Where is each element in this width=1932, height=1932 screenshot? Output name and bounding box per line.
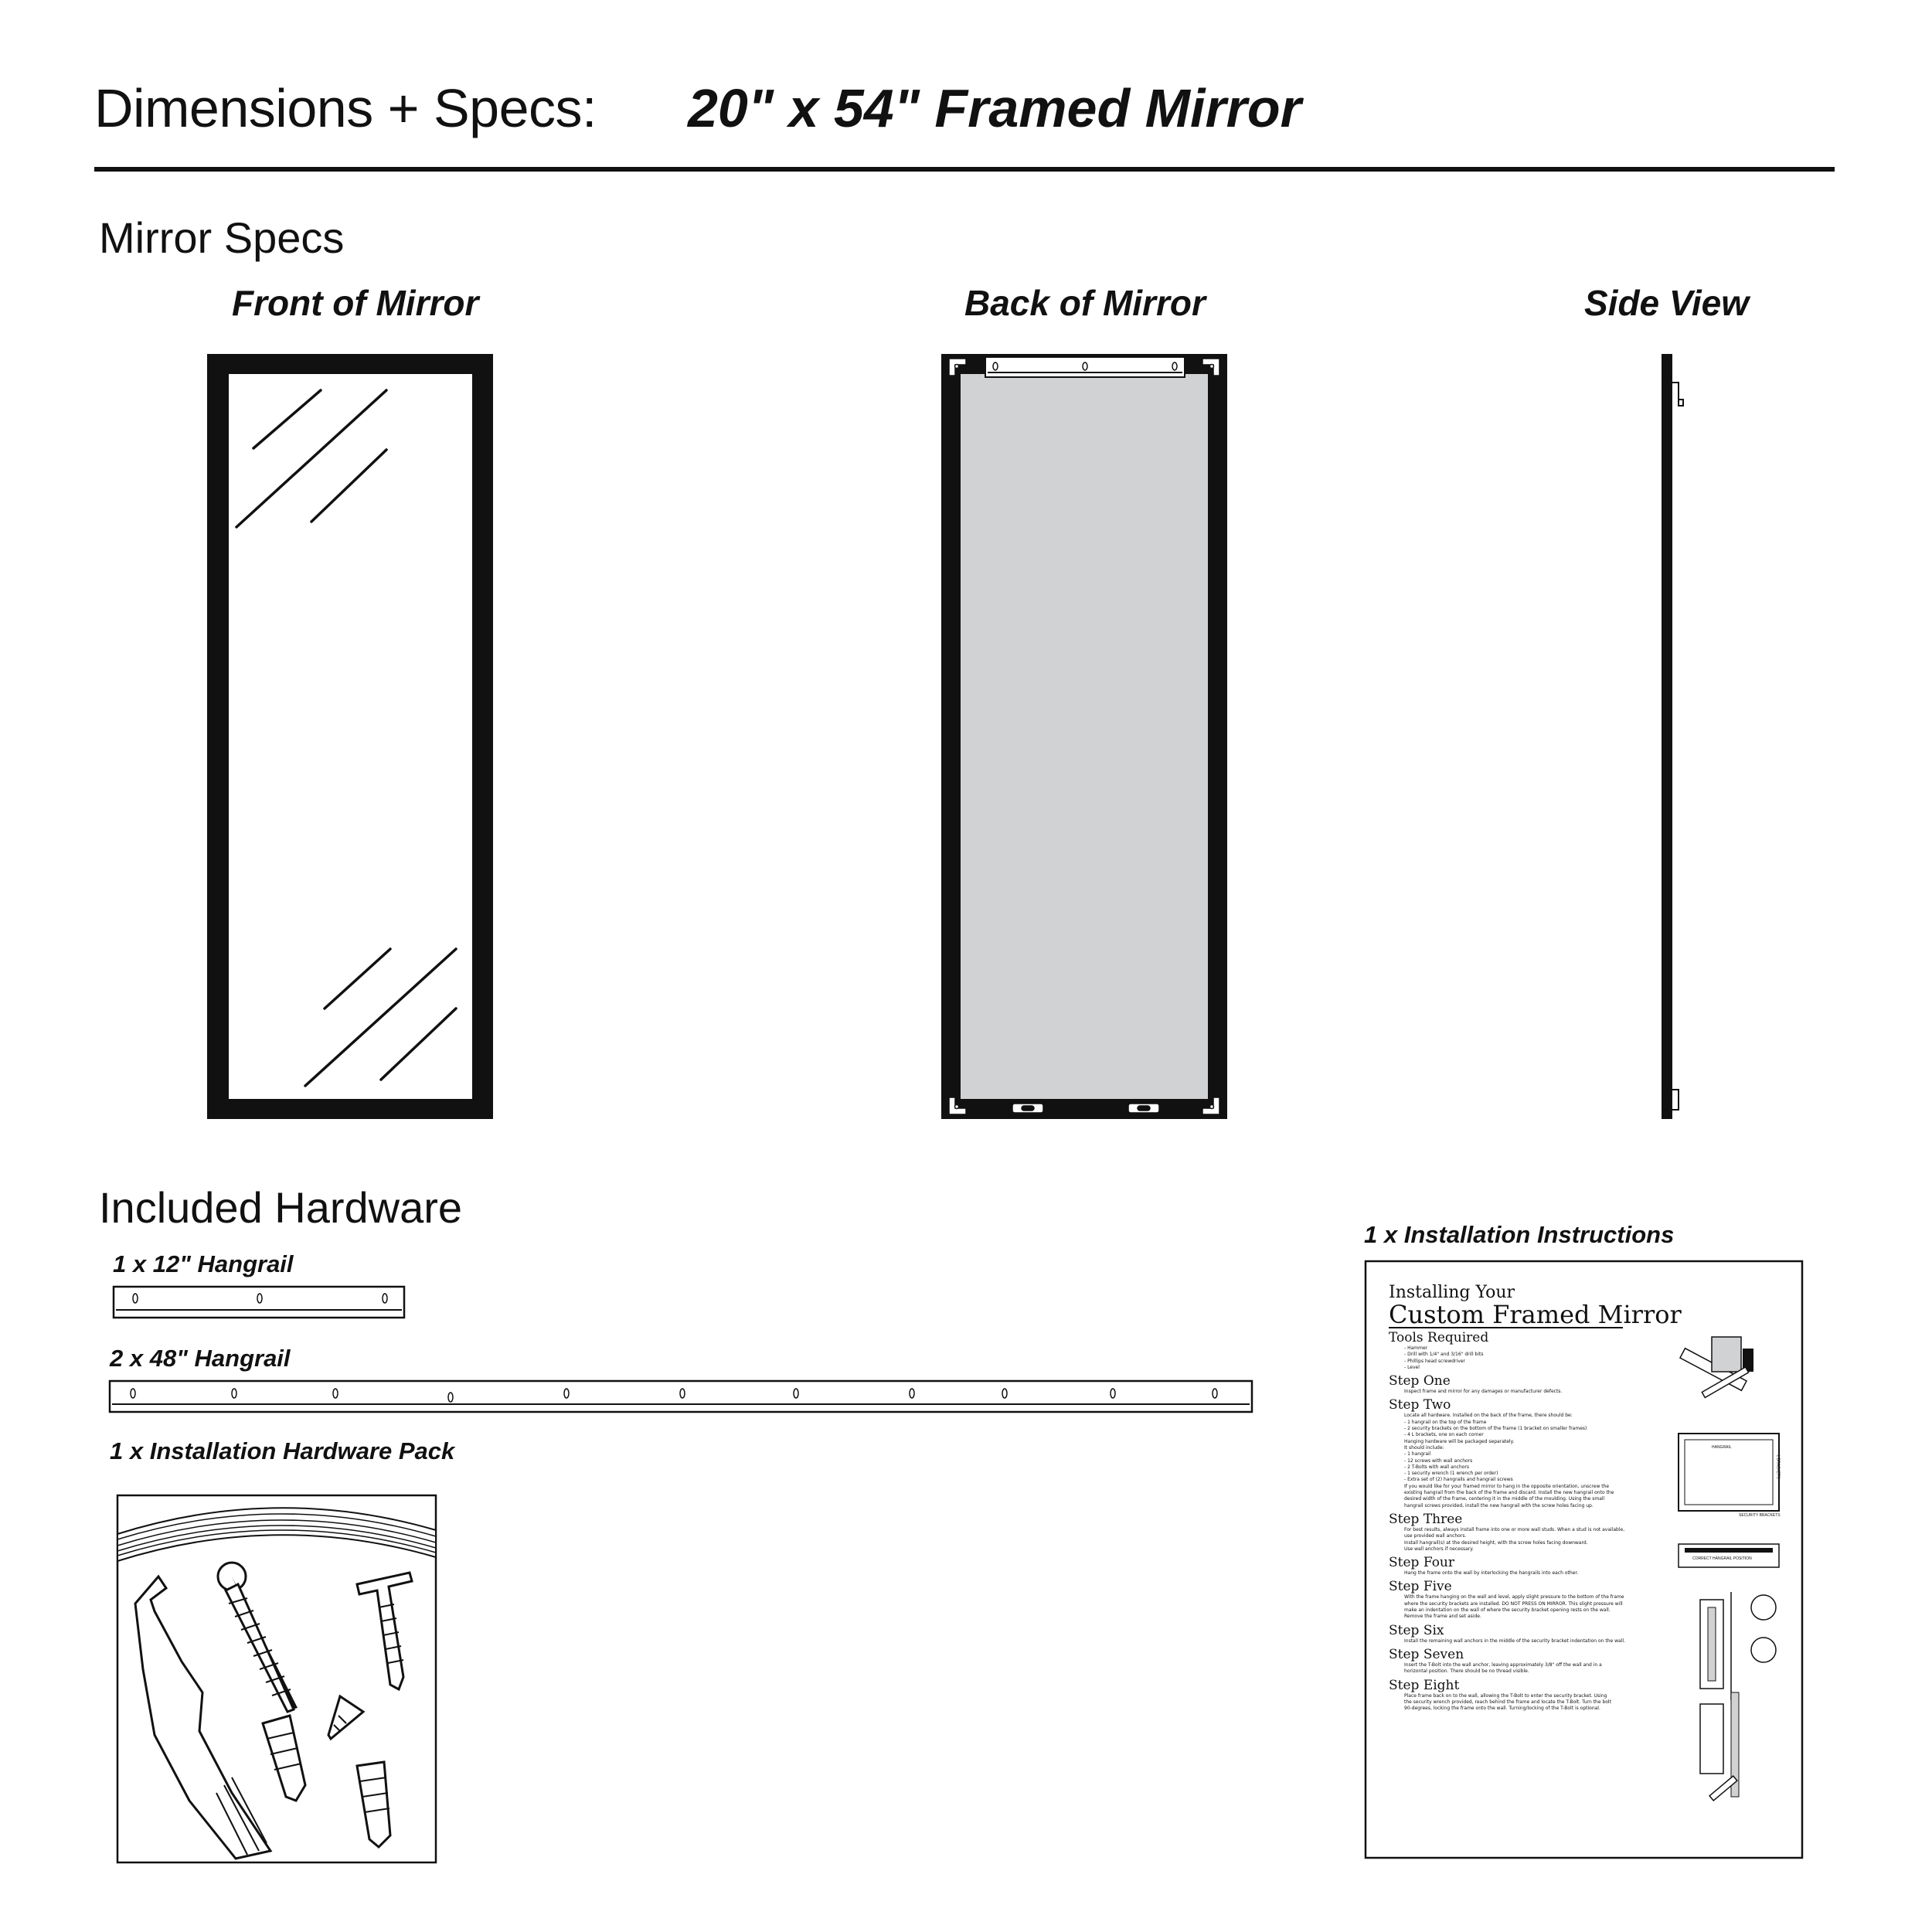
instructions-line: - Hammer bbox=[1404, 1345, 1428, 1351]
instructions-label: 1 x Installation Instructions bbox=[1364, 1221, 1675, 1248]
instructions-section-heading: Step Seven bbox=[1389, 1646, 1464, 1662]
instructions-line: - 2 security brackets on the bottom of the frame (1 bracket on smaller frames) bbox=[1404, 1426, 1587, 1432]
instructions-line: If you would like for your framed mirror to hang in the opposite orientation, unscrew the bbox=[1404, 1483, 1610, 1489]
mirror-specs-heading: Mirror Specs bbox=[99, 213, 345, 262]
instructions-line: existing hangrail from the back of the frame and discard. Install the new hangrail onto the bbox=[1404, 1490, 1614, 1496]
instructions-line: Install hangrail(s) at the desired height, with the screw holes facing downward. bbox=[1404, 1539, 1588, 1546]
instructions-line: the security wrench provided, reach behind the frame and locate the T-Bolt. Turn the bolt bbox=[1404, 1699, 1611, 1705]
instructions-line: - Phillips head screwdriver bbox=[1404, 1358, 1465, 1364]
instructions-section-heading: Step Two bbox=[1389, 1397, 1451, 1413]
instructions-section-heading: Step Three bbox=[1389, 1511, 1463, 1527]
hangrail-12-label: 1 x 12" Hangrail bbox=[113, 1250, 294, 1277]
instructions-line: - Level bbox=[1404, 1364, 1420, 1370]
instructions-line: make an indentation on the wall of where the security bracket opening rests on the wall. bbox=[1404, 1607, 1611, 1614]
instructions-line: - 12 screws with wall anchors bbox=[1404, 1458, 1473, 1464]
instructions-section-heading: Step Six bbox=[1389, 1622, 1444, 1638]
instructions-line: 90-degrees, locking the frame onto the wall. Turning/locking of the T-Bolt is optional. bbox=[1404, 1706, 1600, 1712]
instructions-line: Install the remaining wall anchors in the middle of the security bracket indentation on the wall. bbox=[1404, 1638, 1625, 1644]
product-subtitle: 20" x 54" Framed Mirror bbox=[688, 78, 1301, 138]
instructions-line: - Extra set of (2) hangrails and hangrail screws bbox=[1404, 1477, 1513, 1483]
instructions-line: Place frame back on to the wall, allowing the T-Bolt to enter the security bracket. Using bbox=[1404, 1692, 1607, 1699]
instructions-body bbox=[1389, 1331, 1659, 1712]
front-view-label: Front of Mirror bbox=[232, 283, 479, 323]
fig-label-l-brackets: L BRACKETS bbox=[1775, 1454, 1781, 1479]
included-hardware-heading: Included Hardware bbox=[99, 1183, 463, 1232]
hangrail-48-drawing bbox=[110, 1381, 1252, 1412]
hangrail-12-drawing bbox=[114, 1287, 404, 1318]
side-view-drawing bbox=[1662, 354, 1683, 1119]
instructions-line: - 4 L brackets, one on each corner bbox=[1404, 1432, 1484, 1438]
instructions-section-heading: Step Five bbox=[1389, 1579, 1452, 1595]
instructions-title-line2: Custom Framed Mirror bbox=[1389, 1300, 1682, 1329]
front-mirror-drawing bbox=[207, 354, 493, 1119]
instructions-line: Inspect frame and mirror for any damages or manufacturer defects. bbox=[1404, 1389, 1563, 1395]
instructions-line: Locate all hardware. Installed on the back of the frame, there should be: bbox=[1404, 1413, 1573, 1419]
instructions-line: where the security brackets are installed. DO NOT PRESS ON MIRROR. This slight pressure will bbox=[1404, 1600, 1623, 1607]
fig-label-hangrail: HANGRAIL bbox=[1712, 1445, 1732, 1450]
instructions-section-heading: Step Eight bbox=[1389, 1677, 1460, 1693]
instructions-line: With the frame hanging on the wall and level, apply slight pressure to the bottom of the frame bbox=[1404, 1594, 1624, 1600]
instructions-line: Hang the frame onto the wall by interlocking the hangrails into each other. bbox=[1404, 1570, 1579, 1577]
back-hangrail bbox=[985, 357, 1185, 377]
instructions-line: It should include: bbox=[1404, 1444, 1444, 1451]
instructions-line: - 1 security wrench (1 wrench per order) bbox=[1404, 1471, 1498, 1477]
instructions-line: Insert the T-Bolt into the wall anchor, leaving approximately 3/8" off the wall and in a bbox=[1404, 1662, 1602, 1668]
instructions-line: use provided wall anchors. bbox=[1404, 1533, 1467, 1539]
instructions-title-line1: Installing Your bbox=[1389, 1283, 1515, 1302]
instructions-line: For best results, always install frame into one or more wall studs. When a stud is not available, bbox=[1404, 1526, 1625, 1532]
instructions-line: horizontal position. There should be no thread visible. bbox=[1404, 1668, 1529, 1675]
instructions-line: - 2 T-Bolts with wall anchors bbox=[1404, 1464, 1470, 1470]
instructions-section-heading: Tools Required bbox=[1389, 1330, 1489, 1345]
back-view-label: Back of Mirror bbox=[964, 283, 1206, 323]
fig-hangrail-position bbox=[1679, 1544, 1779, 1567]
hangrail-48-label: 2 x 48" Hangrail bbox=[110, 1345, 291, 1372]
instructions-line: Hanging hardware will be packaged separately. bbox=[1404, 1438, 1515, 1444]
instructions-line: Use wall anchors if necessary. bbox=[1404, 1546, 1474, 1552]
instructions-section-heading: Step Four bbox=[1389, 1555, 1454, 1571]
hardware-pack-label: 1 x Installation Hardware Pack bbox=[110, 1437, 455, 1464]
instructions-line: - 1 hangrail on the top of the frame bbox=[1404, 1419, 1487, 1425]
instructions-line: Remove the frame and set aside. bbox=[1404, 1614, 1481, 1620]
instructions-line: - 1 hangrail bbox=[1404, 1451, 1431, 1458]
instructions-section-heading: Step One bbox=[1389, 1373, 1451, 1389]
fig-label-correct-position: CORRECT HANGRAIL POSITION bbox=[1692, 1556, 1752, 1561]
hardware-pack-drawing bbox=[117, 1495, 436, 1862]
side-view-label: Side View bbox=[1584, 283, 1750, 323]
page-title: Dimensions + Specs: bbox=[94, 78, 597, 138]
instructions-line: hangrail screws provided, install the new hangrail with the screw holes facing up. bbox=[1404, 1502, 1594, 1509]
fig-label-security-brackets: SECURITY BRACKETS bbox=[1739, 1513, 1781, 1518]
instructions-line: - Drill with 1/4" and 3/16" drill bits bbox=[1404, 1352, 1484, 1358]
instructions-line: desired width of the frame, centering it in the middle of the moulding. Using the small bbox=[1404, 1496, 1605, 1502]
back-mirror-drawing bbox=[941, 354, 1227, 1119]
